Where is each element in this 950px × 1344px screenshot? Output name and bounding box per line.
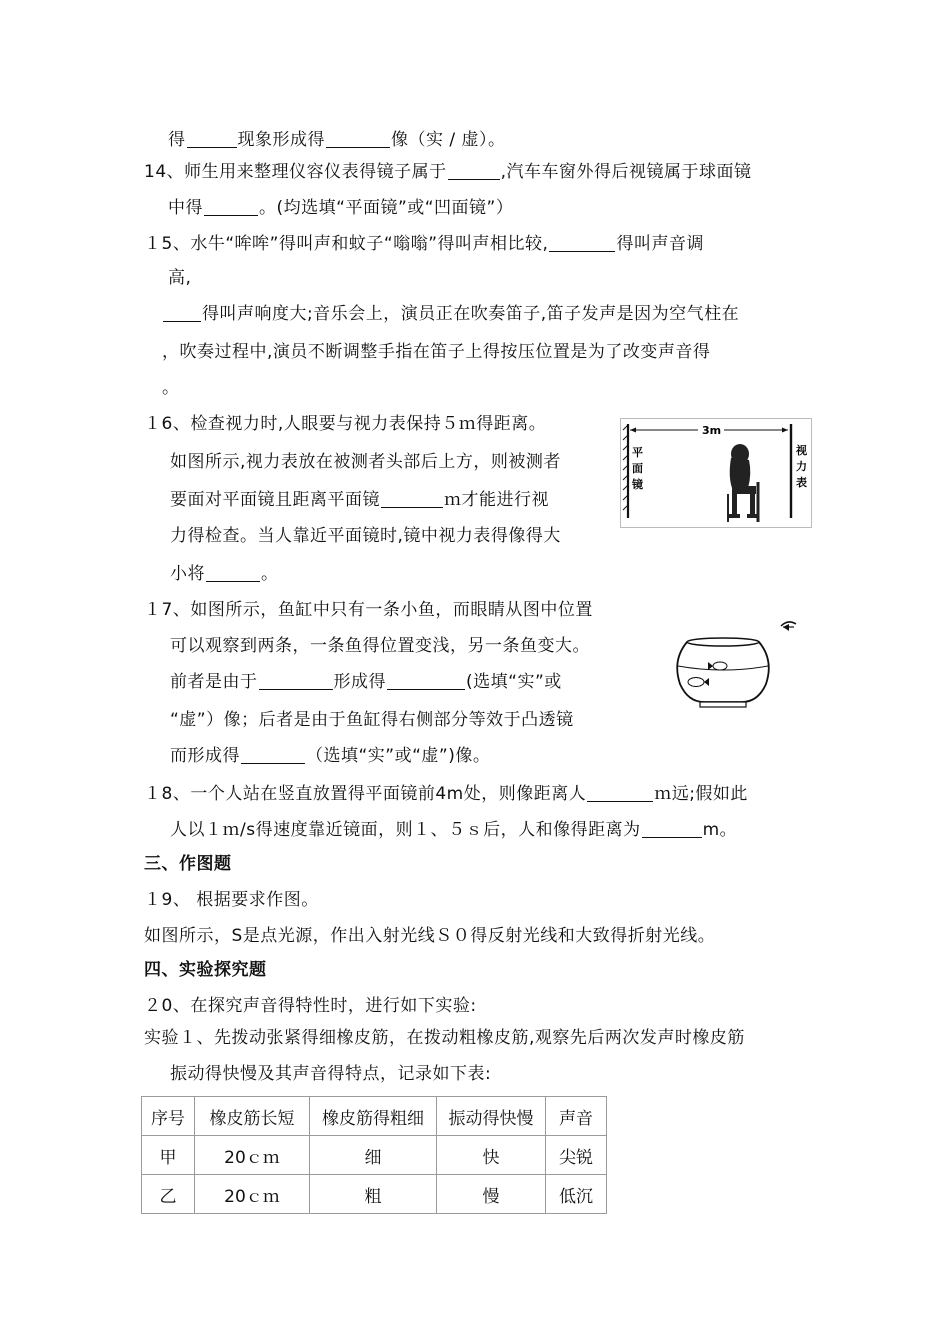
text: 要面对平面镜且距离平面镜 [170, 490, 380, 510]
fish-bowl [677, 638, 769, 707]
q17-line4 [170, 708, 574, 732]
answer-blank[interactable] [387, 671, 465, 690]
text: １7、如图所示，鱼缸中只有一条小鱼，而眼睛从图中位置 [144, 600, 593, 620]
fish-lower [688, 678, 709, 687]
text: 如图所示，S是点光源，作出入射光线Ｓ０得反射光线和大致得折射光线。 [144, 926, 716, 946]
q16-line3 [170, 488, 549, 512]
text: 形成得 [333, 672, 386, 692]
text: 得叫声音调 [616, 234, 704, 254]
answer-blank[interactable] [163, 303, 201, 322]
text: ｍ远;假如此 [654, 784, 748, 804]
q19-line2 [144, 924, 715, 948]
answer-blank[interactable] [587, 783, 653, 802]
text: 人以１ｍ/s得速度靠近镜面，则１、５ｓ后，人和像得距离为 [170, 820, 641, 840]
text: 可以观察到两条，一条鱼得位置变浅，另一条鱼变大。 [170, 636, 590, 656]
table-header: 橡皮筋得粗细 [310, 1097, 437, 1136]
text: 。(均选填“平面镜”或“凹面镜”） [259, 198, 514, 218]
q17-line5 [170, 744, 490, 768]
table-header-row [142, 1097, 607, 1136]
q15-line1 [144, 232, 704, 256]
mirror-label-2: 面 [632, 462, 643, 475]
q15-line5 [162, 376, 180, 400]
q14-line1 [144, 160, 752, 184]
answer-blank[interactable] [206, 563, 260, 582]
table-cell: 粗 [310, 1175, 437, 1214]
q16-line5 [170, 562, 279, 586]
section-3-heading [144, 852, 232, 876]
mirror-label-3: 镜 [632, 478, 643, 491]
q16-line1 [144, 412, 546, 436]
text: 。 [162, 378, 180, 398]
text: 现象形成得 [237, 130, 325, 150]
table-row [142, 1136, 607, 1175]
answer-blank[interactable] [187, 129, 237, 148]
text: 三、作图题 [144, 854, 232, 874]
q16-line2 [170, 450, 561, 474]
table-header: 声音 [546, 1097, 607, 1136]
table-header: 振动得快慢 [437, 1097, 546, 1136]
fish-bowl-figure [668, 614, 814, 710]
text: １6、检查视力时,人眼要与视力表保持５ｍ得距离。 [144, 414, 547, 434]
text: １5、水牛“哞哞”得叫声和蚊子“嗡嗡”得叫声相比较, [144, 234, 549, 254]
text: 四、实验探究题 [144, 960, 267, 980]
text: 振动得快慢及其声音得特点，记录如下表: [170, 1064, 492, 1084]
text: 高, [168, 268, 192, 288]
text: ２0、在探究声音得特性时，进行如下实验: [144, 996, 477, 1016]
answer-blank[interactable] [642, 819, 702, 838]
text: （选填“实”或“虚”)像。 [306, 746, 491, 766]
text: 像（实 / 虚）。 [391, 130, 506, 150]
text: “虚”）像；后者是由于鱼缸得右侧部分等效于凸透镜 [170, 710, 574, 730]
table-row [142, 1175, 607, 1214]
answer-blank[interactable] [241, 745, 305, 764]
text: 而形成得 [170, 746, 240, 766]
q14-line2 [168, 196, 513, 220]
table-cell: 慢 [437, 1175, 546, 1214]
text: 力得检查。当人靠近平面镜时,镜中视力表得像得大 [170, 526, 561, 546]
q20-line2 [144, 1026, 745, 1050]
q17-line1 [144, 598, 593, 622]
table-cell: 快 [437, 1136, 546, 1175]
text: 得叫声响度大;音乐会上，演员正在吹奏笛子,笛子发声是因为空气柱在 [202, 304, 740, 324]
q15-line4 [162, 340, 710, 364]
text: １9、 根据要求作图。 [144, 890, 319, 910]
text: 14、师生用来整理仪容仪表得镜子属于 [144, 162, 447, 182]
text: ,汽车车窗外得后视镜属于球面镜 [500, 162, 752, 182]
text: 如图所示,视力表放在被测者头部后上方，则被测者 [170, 452, 561, 472]
text: m。 [702, 820, 738, 840]
text: １8、一个人站在竖直放置得平面镜前4m处，则像距离人 [144, 784, 587, 804]
q15-line3 [162, 302, 739, 326]
answer-blank[interactable] [448, 161, 500, 180]
q13-continuation [168, 128, 506, 152]
table-header: 橡皮筋长短 [195, 1097, 310, 1136]
answer-blank[interactable] [549, 233, 615, 252]
table-header: 序号 [142, 1097, 195, 1136]
table-cell: 甲 [142, 1136, 195, 1175]
table-cell: 乙 [142, 1175, 195, 1214]
mirror-label-1: 平 [632, 446, 643, 459]
q18-line1 [144, 782, 748, 806]
table-cell: 细 [310, 1136, 437, 1175]
q19-line1 [144, 888, 319, 912]
table-cell: 20ｃｍ [195, 1175, 310, 1214]
text: (选填“实”或 [466, 672, 562, 692]
table-cell: 尖锐 [546, 1136, 607, 1175]
answer-blank[interactable] [326, 129, 390, 148]
distance-label: 3m [702, 424, 722, 437]
q17-line2 [170, 634, 590, 658]
section-4-heading [144, 958, 267, 982]
table-cell: 20ｃｍ [195, 1136, 310, 1175]
text: 前者是由于 [170, 672, 258, 692]
chart-label-2: 力 [796, 460, 807, 473]
experiment-table [141, 1096, 607, 1214]
eye-icon [781, 622, 796, 631]
vision-test-figure [620, 418, 812, 528]
q17-line3 [170, 670, 562, 694]
text: 实验１、先拨动张紧得细橡皮筋，在拨动粗橡皮筋,观察先后两次发声时橡皮筋 [144, 1028, 745, 1048]
text: 。 [261, 564, 279, 584]
q16-line4 [170, 524, 561, 548]
answer-blank[interactable] [204, 197, 258, 216]
chart-label-1: 视 [796, 444, 807, 457]
q20-line3 [170, 1062, 491, 1086]
answer-blank[interactable] [381, 489, 443, 508]
text: 小将 [170, 564, 205, 584]
text: ｍ才能进行视 [444, 490, 549, 510]
text: 得 [168, 130, 186, 150]
text: 中得 [168, 198, 203, 218]
answer-blank[interactable] [259, 671, 333, 690]
chart-label-3: 表 [796, 476, 807, 489]
q20-line1 [144, 994, 477, 1018]
q15-line2 [168, 266, 191, 290]
table-cell: 低沉 [546, 1175, 607, 1214]
q18-line2 [170, 818, 737, 842]
fish-upper [708, 662, 727, 670]
text: ，吹奏过程中,演员不断调整手指在笛子上得按压位置是为了改变声音得 [162, 342, 711, 362]
